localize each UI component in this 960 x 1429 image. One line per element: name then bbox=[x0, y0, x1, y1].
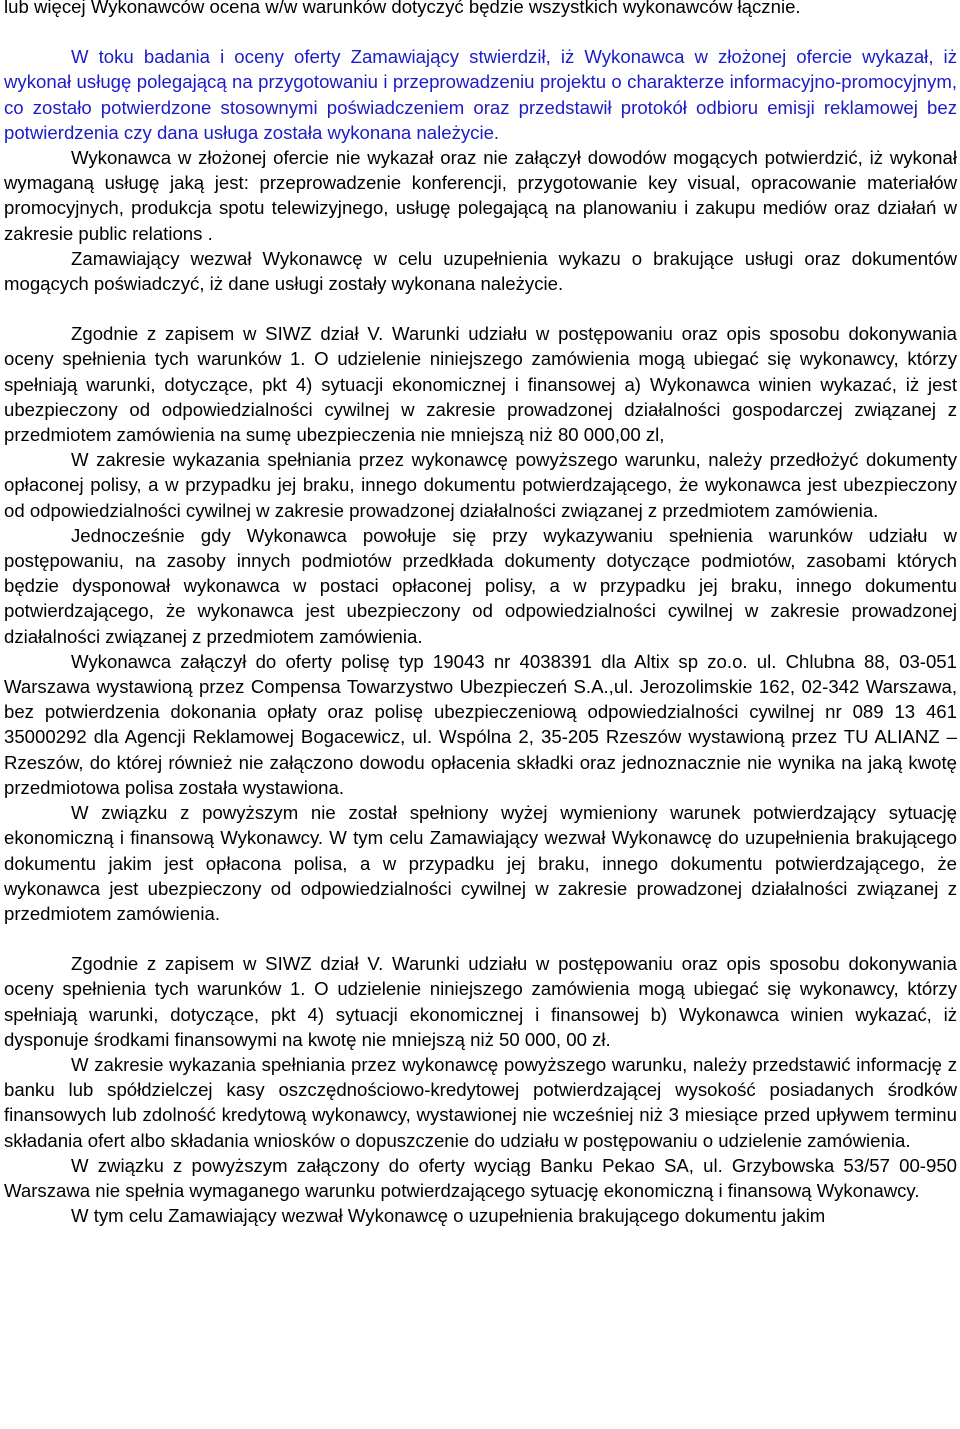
paragraph-summons-services: Zamawiający wezwał Wykonawcę w celu uzupełnienia wykazu o brakujące usługi oraz dokumentów mogących poświadczyć, iż dane usługi zostały wykonana należycie. bbox=[4, 247, 957, 295]
paragraph-continuation: lub więcej Wykonawców ocena w/w warunków dotyczyć będzie wszystkich wykonawców łącznie. bbox=[4, 0, 801, 17]
paragraph-missing-evidence: Wykonawca w złożonej ofercie nie wykazał oraz nie załączył dowodów mogących potwierdzić, iż wykonał wymaganą usługę jaką jest: przeprowadzenie konferencji, przygotowanie key visual, opracowanie materiałów promocyjnych, produkcja spotu telewizyjnego, usługę polegającą na planowaniu i zakupu mediów oraz działań w zakresie public relations . bbox=[4, 147, 957, 244]
paragraph-siwz-condition-a: Zgodnie z zapisem w SIWZ dział V. Warunki udziału w postępowaniu oraz opis sposobu dokonywania oceny spełnienia tych warunków 1. O udzielenie niniejszego zamówienia mogą ubiegać się wykonawcy, którzy spełniają warunki, dotyczące, pkt 4) sytuacji ekonomicznej i finansowej a) Wykonawca winien wykazać, iż jest ubezpieczony od odpowiedzialności cywilnej w zakresie prowadzonej działalności gospodarczej związanej z przedmiotem zamówienia na sumę ubezpieczenia nie mniejszą niż 80 000,00 zl, bbox=[4, 323, 957, 446]
blank-line bbox=[4, 926, 957, 951]
paragraph-attached-policies: Wykonawca załączył do oferty polisę typ 19043 nr 4038391 dla Altix sp zo.o. ul. Chlubna 88, 03-051 Warszawa wystawioną przez Compensa Towarzystwo Ubezpieczeń S.A.,ul. Jerozolimskie 162, 02-342 Warszawa, bez potwierdzenia dokonania opłaty oraz polisę ubezpieczeniową odpowiedzialności cywilnej nr 089 13 461 35000292 dla Agencji Reklamowej Bogacewicz, ul. Wspólna 2, 35-205 Rzeszów wystawioną przez TU ALIANZ – Rzeszów, do której również nie załączono dowodu opłacenia składki oraz jednoznacznie nie wynika na jaką kwotę przedmiotowa polisa została wystawiona. bbox=[4, 650, 957, 798]
blank-line bbox=[4, 19, 957, 44]
paragraph-insurance-documents: W zakresie wykazania spełniania przez wykonawcę powyższego warunku, należy przedłożyć dokumenty opłaconej polisy, a w przypadku jej braku, innego dokumentu potwierdzającego, że wykonawca jest ubezpieczony od odpowiedzialności cywilnej w zakresie prowadzonej działalności związanej z przedmiotem zamówienia. bbox=[4, 449, 957, 521]
paragraph-bank-statement: W związku z powyższym załączony do oferty wyciąg Banku Pekao SA, ul. Grzybowska 53/57 00-950 Warszawa nie spełnia wymaganego warunku potwierdzającego sytuację ekonomiczną i finansową Wykonawcy. bbox=[4, 1154, 957, 1201]
blank-line bbox=[4, 296, 957, 321]
paragraph-offer-finding: W toku badania i oceny oferty Zamawiający stwierdził, iż Wykonawca w złożonej ofercie wykazał, iż wykonał usługę polegającą na przygotowaniu i przeprowadzeniu projektu o charakterze informacyjno-promocyjnym, co zostało potwierdzone stosownymi poświadczeniem oraz przedstawił protokół odbioru emisji reklamowej bez potwierdzenia czy dana usługa została wykonana należycie. bbox=[4, 46, 957, 143]
paragraph-bank-information: W zakresie wykazania spełniania przez wykonawcę powyższego warunku, należy przedstawić informację z banku lub spółdzielczej kasy oszczędnościowo-kredytowej potwierdzającej wysokość posiadanych środków finansowych lub zdolność kredytową wykonawcy, wystawionej nie wcześniej niż 3 miesiące przed upływem terminu składania ofert albo składania wniosków o dopuszczenie do udziału w postępowaniu o udzielenie zamówienia. bbox=[4, 1053, 957, 1151]
paragraph-third-party-resources: Jednocześnie gdy Wykonawca powołuje się przy wykazywaniu spełnienia warunków udziału w postępowaniu, na zasoby innych podmiotów przedkłada dokumenty dotyczące podmiotów, zasobami których będzie dysponował wykonawca w postaci opłaconej polisy, a w przypadku jej braku, innego dokumentu potwierdzającego, że wykonawca jest ubezpieczony od odpowiedzialności cywilnej w zakresie prowadzonej działalności związanej z przedmiotem zamówienia. bbox=[4, 524, 957, 647]
paragraph-siwz-condition-b: Zgodnie z zapisem w SIWZ dział V. Warunki udziału w postępowaniu oraz opis sposobu dokonywania oceny spełnienia tych warunków 1. O udzielenie niniejszego zamówienia mogą ubiegać się wykonawcy, którzy spełniają warunki, dotyczące, pkt 4) sytuacji ekonomicznej i finansowej b) Wykonawca winien wykazać, iż dysponuje środkami finansowymi na kwotę nie mniejszą niż 50 000, 00 zł. bbox=[4, 953, 957, 1050]
paragraph-summons-insurance: W związku z powyższym nie został spełniony wyżej wymieniony warunek potwierdzający sytuację ekonomiczną i finansową Wykonawcy. W tym celu Zamawiający wezwał Wykonawcę do uzupełnienia brakującego dokumentu jakim jest opłacona polisa, a w przypadku jej braku, innego dokumentu potwierdzającego, że wykonawca jest ubezpieczony od odpowiedzialności cywilnej w zakresie prowadzonej działalności związanej z przedmiotem zamówienia. bbox=[4, 802, 957, 924]
paragraph-summons-bank: W tym celu Zamawiający wezwał Wykonawcę o uzupełnienia brakującego dokumentu jakim bbox=[71, 1205, 826, 1227]
